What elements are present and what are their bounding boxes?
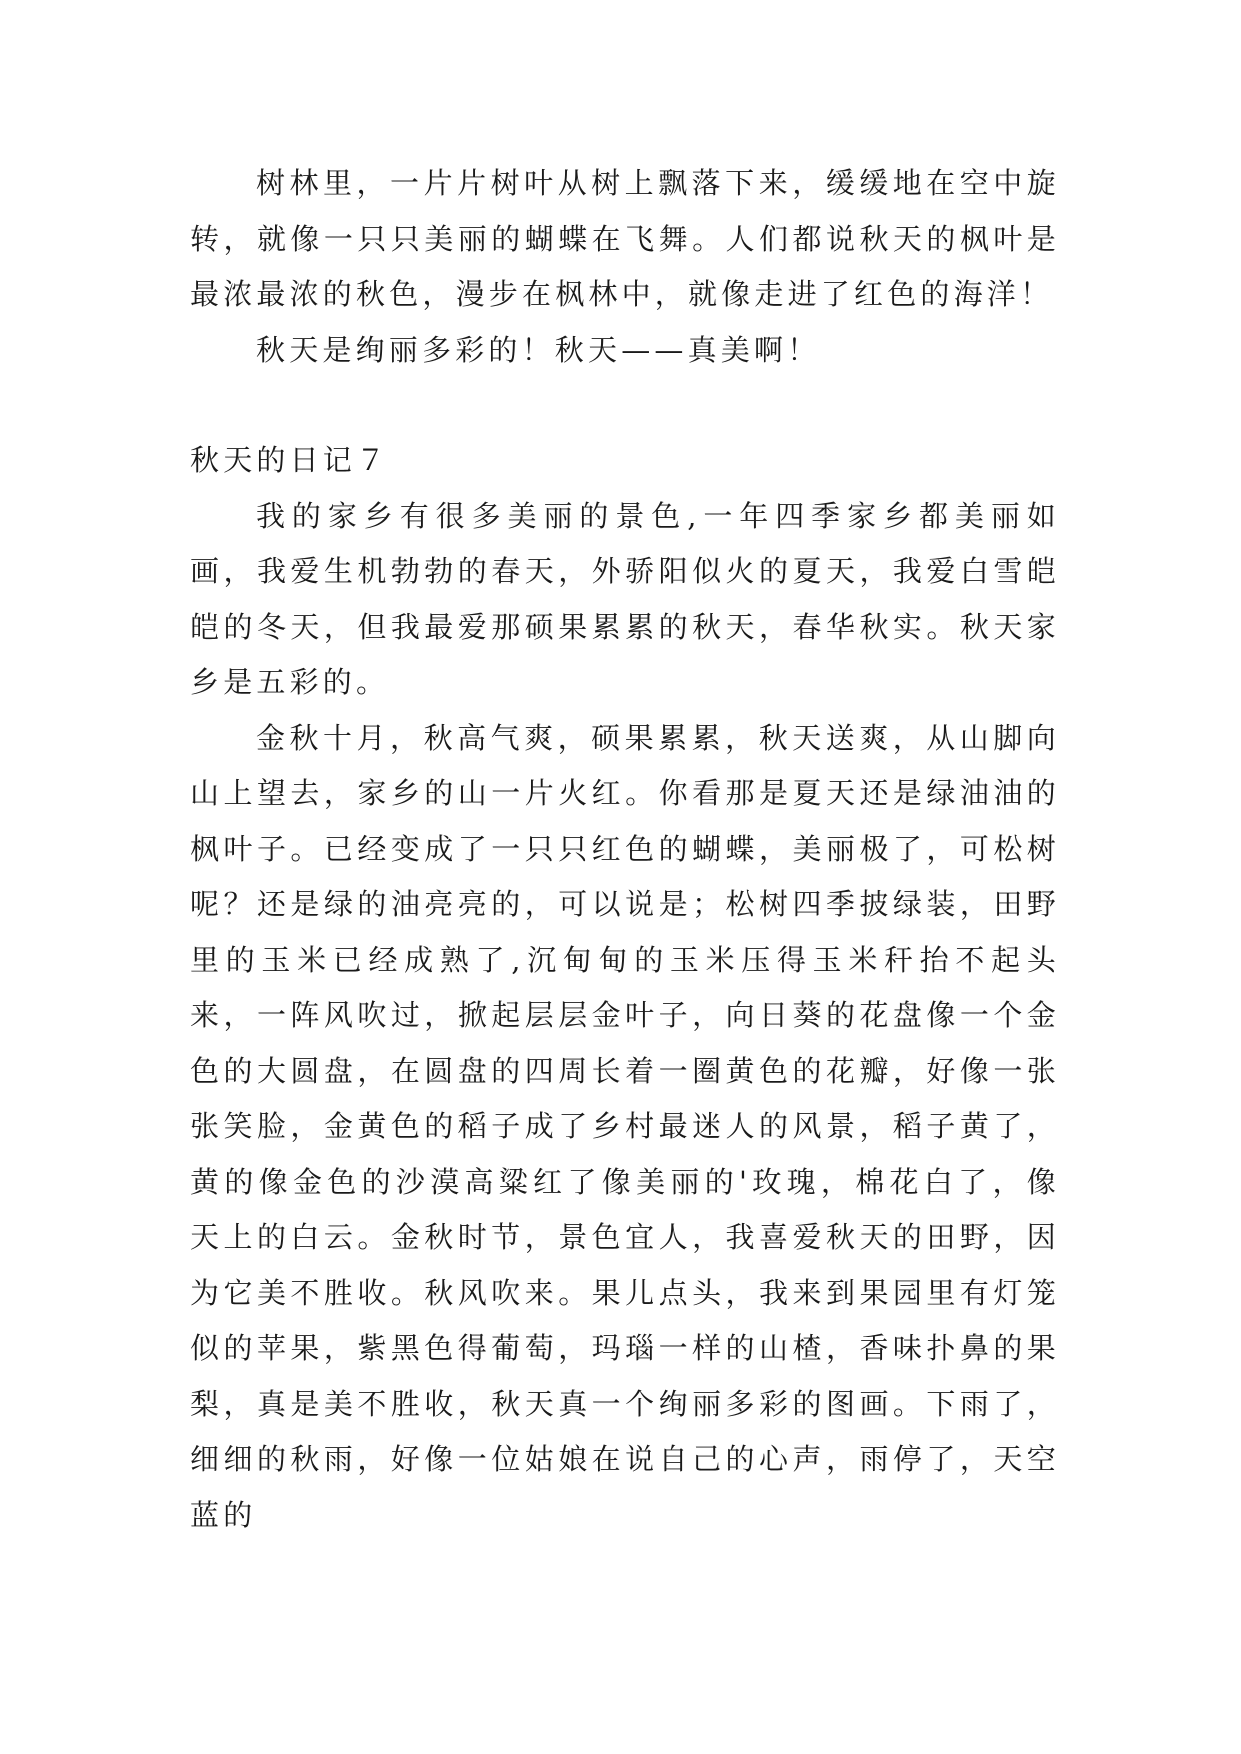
- paragraph-hometown: 我的家乡有很多美丽的景色,一年四季家乡都美丽如画，我爱生机勃勃的春天，外骄阳似火的夏天，我爱白雪皑皑的冬天，但我最爱那硕果累累的秋天，春华秋实。秋天家乡是五彩的。: [190, 498, 1060, 699]
- document-body: [190, 156, 1060, 1543]
- paragraph-maple-forest: 树林里，一片片树叶从树上飘落下来，缓缓地在空中旋转，就像一只只美丽的蝴蝶在飞舞。人们都说秋天的枫叶是最浓最浓的秋色，漫步在枫林中，就像走进了红色的海洋！: [190, 166, 1060, 311]
- section-heading: 秋天的日记７: [190, 443, 390, 477]
- paragraph-autumn-beautiful: 秋天是绚丽多彩的！秋天——真美啊！: [256, 332, 821, 367]
- paragraph-golden-october: 金秋十月，秋高气爽，硕果累累，秋天送爽，从山脚向山上望去，家乡的山一片火红。你看那是夏天还是绿油油的枫叶子。已经变成了一只只红色的蝴蝶，美丽极了，可松树呢？还是绿的油亮亮的，可以说是；松树四季披绿装，田野里的玉米已经成熟了,沉甸甸的玉米压得玉米秆抬不起头来，一阵风吹过，掀起层层金叶子，向日葵的花盘像一个金色的大圆盘，在圆盘的四周长着一圈黄色的花瓣，好像一张张笑脸，金黄色的稻子成了乡村最迷人的风景，稻子黄了，黄的像金色的沙漠高粱红了像美丽的'玫瑰，棉花白了，像天上的白云。金秋时节，景色宜人，我喜爱秋天的田野，因为它美不胜收。秋风吹来。果儿点头，我来到果园里有灯笼似的苹果，紫黑色得葡萄，玛瑙一样的山楂，香味扑鼻的果梨，真是美不胜收，秋天真一个绚丽多彩的图画。下雨了，细细的秋雨，好像一位姑娘在说自己的心声，雨停了，天空蓝的: [190, 720, 1060, 1532]
